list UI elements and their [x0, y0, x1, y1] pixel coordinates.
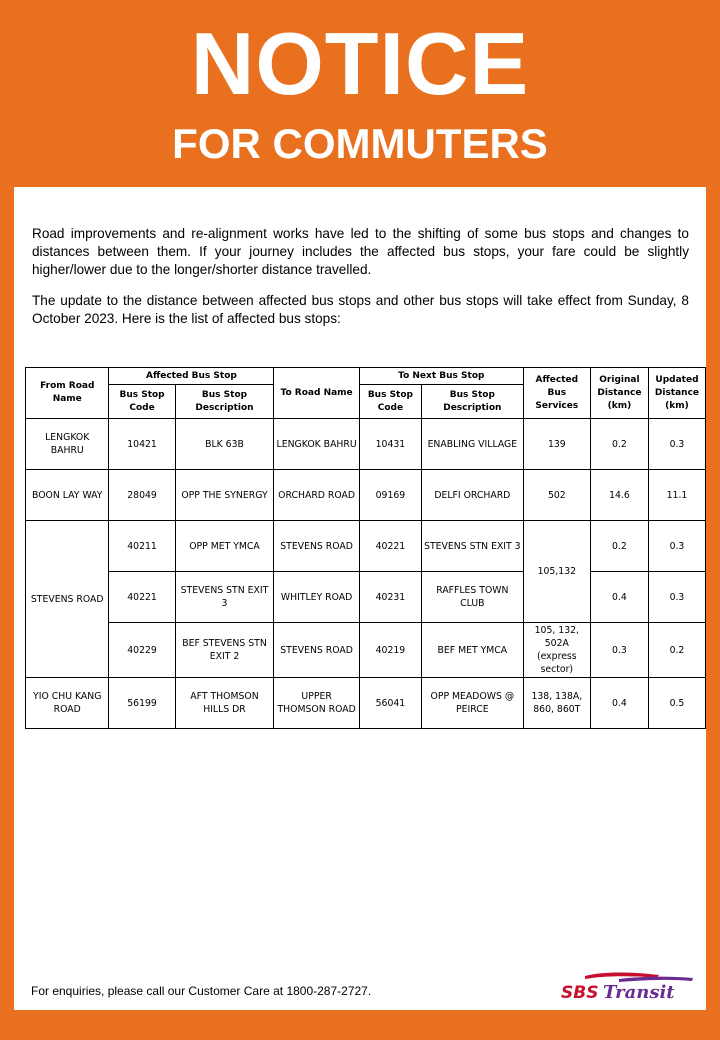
table-row — [26, 419, 706, 470]
next-code-cell: 56041 — [359, 678, 421, 729]
services-cell: 105, 132, 502A (express sector) — [523, 623, 590, 678]
next-code-cell: 10431 — [359, 419, 421, 470]
from-road-cell: LENGKOK BAHRU — [26, 419, 109, 470]
from-road-cell: YIO CHU KANG ROAD — [26, 678, 109, 729]
stop-desc-cell: BEF STEVENS STN EXIT 2 — [175, 623, 274, 678]
stop-code-cell: 40211 — [109, 521, 175, 572]
original-distance-cell: 0.4 — [590, 678, 648, 729]
original-distance-cell: 0.2 — [590, 521, 648, 572]
from-road-cell: BOON LAY WAY — [26, 470, 109, 521]
updated-distance-cell: 0.3 — [648, 521, 705, 572]
stop-code-cell: 40221 — [109, 572, 175, 623]
to-road-cell: ORCHARD ROAD — [274, 470, 360, 521]
to-road-cell: STEVENS ROAD — [274, 521, 360, 572]
header-to-road: To Road Name — [274, 368, 360, 419]
enquiry-footer: For enquiries, please call our Customer Care at 1800-287-2727. — [31, 984, 372, 998]
stop-code-cell: 10421 — [109, 419, 175, 470]
to-road-cell: UPPER THOMSON ROAD — [274, 678, 360, 729]
notice-title: NOTICE — [190, 14, 530, 113]
notice-header — [0, 0, 720, 186]
logo-transit-text: Transit — [603, 982, 675, 1002]
notice-panel — [14, 187, 706, 1010]
stop-code-cell: 40229 — [109, 623, 175, 678]
services-cell: 502 — [523, 470, 590, 521]
header-to-next-bus-stop: To Next Bus Stop — [359, 368, 523, 385]
table-row — [26, 521, 706, 572]
next-desc-cell: DELFI ORCHARD — [421, 470, 523, 521]
next-code-cell: 40231 — [359, 572, 421, 623]
next-desc-cell: RAFFLES TOWN CLUB — [421, 572, 523, 623]
updated-distance-cell: 0.2 — [648, 623, 705, 678]
stop-desc-cell: AFT THOMSON HILLS DR — [175, 678, 274, 729]
table-row — [26, 678, 706, 729]
logo-sbs-text: SBS — [561, 983, 599, 1002]
stop-code-cell: 28049 — [109, 470, 175, 521]
header-original-distance: Original Distance (km) — [590, 368, 648, 419]
services-cell: 139 — [523, 419, 590, 470]
table-row — [26, 470, 706, 521]
services-cell: 105,132 — [523, 521, 590, 623]
next-code-cell: 40219 — [359, 623, 421, 678]
next-code-cell: 40221 — [359, 521, 421, 572]
header-updated-distance: Updated Distance (km) — [648, 368, 705, 419]
header-affected-services: Affected Bus Services — [523, 368, 590, 419]
stop-desc-cell: BLK 63B — [175, 419, 274, 470]
stop-desc-cell: STEVENS STN EXIT 3 — [175, 572, 274, 623]
header-affected-desc: Bus Stop Description — [175, 385, 274, 419]
stop-desc-cell: OPP THE SYNERGY — [175, 470, 274, 521]
original-distance-cell: 0.2 — [590, 419, 648, 470]
intro-paragraph: Road improvements and re-alignment works have led to the shifting of some bus stops and changes to distances between them. If your journey includes the affected bus stops, your fare could be slightly higher/lower due to the longer/shorter distance travelled. — [32, 226, 689, 277]
next-desc-cell: BEF MET YMCA — [421, 623, 523, 678]
next-desc-cell: ENABLING VILLAGE — [421, 419, 523, 470]
table-row — [26, 623, 706, 678]
header-next-desc: Bus Stop Description — [421, 385, 523, 419]
header-affected-bus-stop: Affected Bus Stop — [109, 368, 274, 385]
from-road-cell: STEVENS ROAD — [26, 521, 109, 678]
header-from-road: From Road Name — [26, 368, 109, 419]
next-desc-cell: OPP MEADOWS @ PEIRCE — [421, 678, 523, 729]
next-code-cell: 09169 — [359, 470, 421, 521]
original-distance-cell: 0.3 — [590, 623, 648, 678]
updated-distance-cell: 11.1 — [648, 470, 705, 521]
services-cell: 138, 138A, 860, 860T — [523, 678, 590, 729]
to-road-cell: STEVENS ROAD — [274, 623, 360, 678]
updated-distance-cell: 0.3 — [648, 572, 705, 623]
effective-date-paragraph: The update to the distance between affected bus stops and other bus stops will take effect from Sunday, 8 October 2023. Here is the list of affected bus stops: — [32, 293, 689, 326]
sbs-transit-logo — [559, 972, 699, 1002]
next-desc-cell: STEVENS STN EXIT 3 — [421, 521, 523, 572]
table-row — [26, 572, 706, 623]
to-road-cell: WHITLEY ROAD — [274, 572, 360, 623]
updated-distance-cell: 0.5 — [648, 678, 705, 729]
sbs-transit-logo-icon — [585, 972, 693, 982]
stop-desc-cell: OPP MET YMCA — [175, 521, 274, 572]
original-distance-cell: 0.4 — [590, 572, 648, 623]
affected-bus-stops-table — [25, 367, 706, 729]
original-distance-cell: 14.6 — [590, 470, 648, 521]
stop-code-cell: 56199 — [109, 678, 175, 729]
to-road-cell: LENGKOK BAHRU — [274, 419, 360, 470]
notice-subtitle: FOR COMMUTERS — [172, 120, 548, 167]
header-affected-code: Bus Stop Code — [109, 385, 175, 419]
header-next-code: Bus Stop Code — [359, 385, 421, 419]
updated-distance-cell: 0.3 — [648, 419, 705, 470]
